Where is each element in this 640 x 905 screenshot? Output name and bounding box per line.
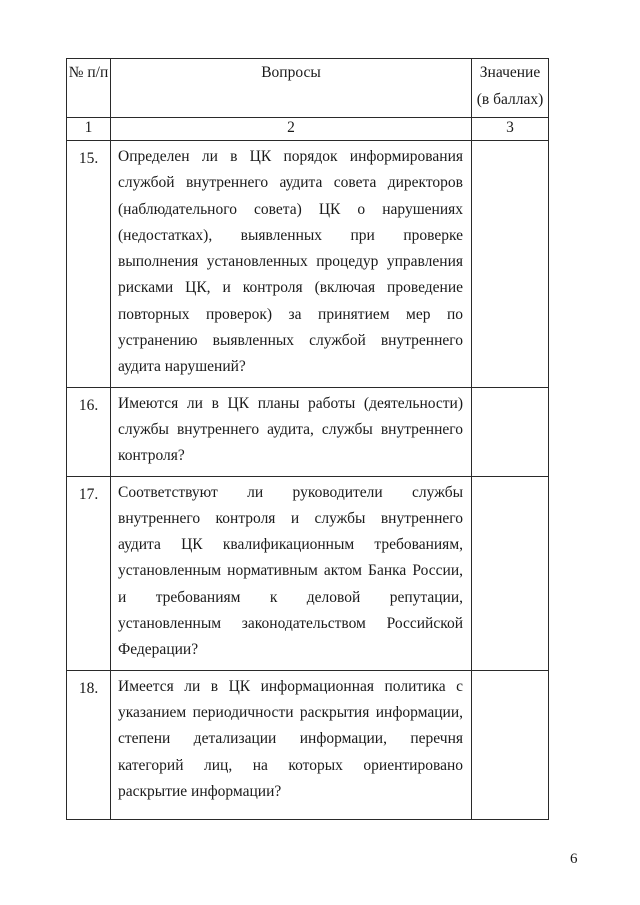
table-header-row bbox=[67, 59, 549, 118]
row-value bbox=[472, 476, 549, 670]
column-number: 1 bbox=[67, 118, 111, 141]
header-value: Значение (в баллах) bbox=[472, 59, 549, 118]
row-number: 16. bbox=[67, 387, 111, 476]
row-question: Имеются ли в ЦК планы работы (деятельности) службы внутреннего аудита, службы внутреннего контроля? bbox=[111, 387, 472, 476]
row-value bbox=[472, 670, 549, 819]
row-number: 17. bbox=[67, 476, 111, 670]
column-number: 3 bbox=[472, 118, 549, 141]
table-row bbox=[67, 476, 549, 670]
row-value bbox=[472, 141, 549, 388]
questions-table bbox=[66, 58, 549, 820]
row-number: 15. bbox=[67, 141, 111, 388]
row-question: Соответствуют ли руководители службы внутреннего контроля и службы внутреннего аудита ЦК квалификационным требованиям, установленным нормативным актом Банка России, и требованиям к деловой репутации, установленным законодательством Российской Федерации? bbox=[111, 476, 472, 670]
row-question: Определен ли в ЦК порядок информирования службой внутреннего аудита совета директоров (наблюдательного совета) ЦК о нарушениях (недостатках), выявленных при проверке выполнения установленных процедур управления рисками ЦК, и контроля (включая проведение повторных проверок) за принятием мер по устранению выявленных службой внутреннего аудита нарушений? bbox=[111, 141, 472, 388]
row-question: Имеется ли в ЦК информационная политика с указанием периодичности раскрытия информации, степени детализации информации, перечня категорий лиц, на которых ориентировано раскрытие информации? bbox=[111, 670, 472, 819]
row-value bbox=[472, 387, 549, 476]
column-number: 2 bbox=[111, 118, 472, 141]
header-num: № п/п bbox=[67, 59, 111, 118]
table-row bbox=[67, 141, 549, 388]
row-number: 18. bbox=[67, 670, 111, 819]
column-numbers-row bbox=[67, 118, 549, 141]
page-number: 6 bbox=[570, 851, 578, 867]
table-row bbox=[67, 670, 549, 819]
header-questions: Вопросы bbox=[111, 59, 472, 118]
table-row bbox=[67, 387, 549, 476]
